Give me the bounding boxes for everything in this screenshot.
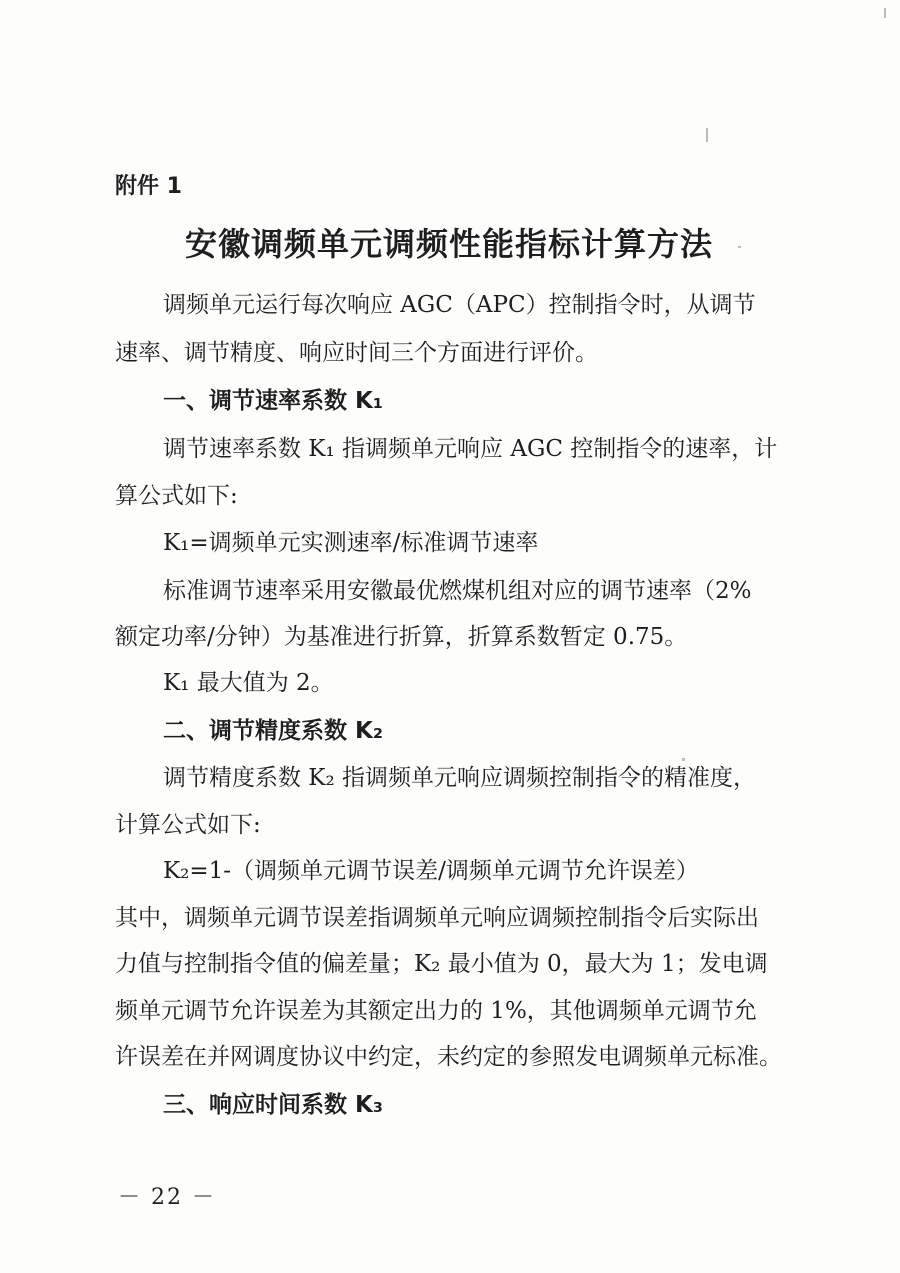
attachment-label: 附件 1 — [115, 174, 182, 199]
section-heading-2: 二、调节精度系数 K₂ — [163, 718, 383, 744]
paragraph-standard-rate-line-1: 标准调节速率采用安徽最优燃煤机组对应的调节速率（2% — [163, 578, 752, 604]
paragraph-error-line-2: 力值与控制指令值的偏差量；K₂ 最小值为 0，最大为 1；发电调 — [115, 951, 768, 977]
scan-speck — [682, 758, 685, 761]
section-heading-1: 一、调节速率系数 K₁ — [163, 388, 383, 414]
section-heading-3: 三、响应时间系数 K₃ — [163, 1092, 383, 1118]
paragraph-k1-max: K₁ 最大值为 2。 — [163, 670, 334, 696]
paragraph-standard-rate-line-2: 额定功率/分钟）为基准进行折算，折算系数暂定 0.75。 — [115, 624, 688, 650]
paragraph-error-line-4: 许误差在并网调度协议中约定，未约定的参照发电调频单元标准。 — [115, 1044, 782, 1070]
scan-speck — [884, 8, 886, 18]
paragraph-k2-definition-line-1: 调节精度系数 K₂ 指调频单元响应调频控制指令的精准度， — [163, 765, 757, 791]
paragraph-k1-definition-line-2: 算公式如下: — [115, 483, 238, 509]
paragraph-error-line-3: 频单元调节允许误差为其额定出力的 1%，其他调频单元调节允 — [115, 998, 757, 1024]
formula-k2: K₂=1-（调频单元调节误差/调频单元调节允许误差） — [163, 858, 699, 884]
document-title: 安徽调频单元调频性能指标计算方法 — [185, 225, 714, 263]
paragraph-k1-definition-line-1: 调节速率系数 K₁ 指调频单元响应 AGC 控制指令的速率，计 — [163, 436, 778, 462]
paragraph-error-line-1: 其中，调频单元调节误差指调频单元响应调频控制指令后实际出 — [115, 905, 759, 931]
formula-k1: K₁=调频单元实测速率/标准调节速率 — [163, 530, 539, 556]
paragraph-k2-definition-line-2: 计算公式如下: — [115, 812, 261, 838]
paragraph-intro-line-1: 调频单元运行每次响应 AGC（APC）控制指令时，从调节 — [163, 292, 756, 318]
scan-speck — [706, 128, 708, 142]
scan-speck — [738, 246, 741, 248]
paragraph-intro-line-2: 速率、调节精度、响应时间三个方面进行评价。 — [115, 340, 598, 366]
page-number: － 22 － — [118, 1185, 216, 1210]
